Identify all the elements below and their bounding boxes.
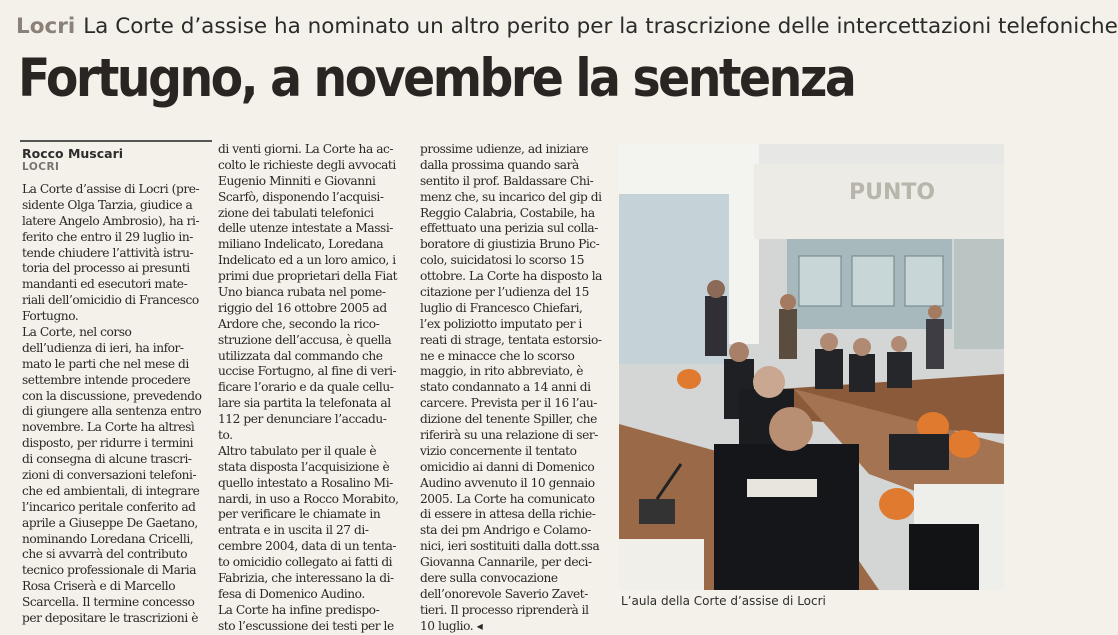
article-line: zione dei tabulati telefonici — [218, 205, 374, 220]
article-line: Uno bianca rubata nel pome- — [218, 285, 386, 300]
partition-panel — [852, 256, 894, 306]
article-line: mandanti ed esecutori mate- — [22, 277, 188, 292]
article-line: Altro tabulato per il quale è — [218, 443, 377, 458]
orange-chair — [879, 488, 915, 520]
article-line: novembre. La Corte ha altresì — [22, 420, 195, 435]
robed-lawyer-foreground — [714, 444, 859, 590]
article-line: sto l’escussione dei testi per le — [218, 618, 394, 633]
article-line: fesa di Domenico Audino. — [218, 586, 365, 601]
article-line: ottobre. La Corte ha disposto la — [420, 269, 602, 284]
article-line: l’ex poliziotto imputato per i — [420, 316, 582, 331]
article-line: nici, ieri sostituiti dalla dott.ssa — [420, 539, 600, 554]
article-line: primi due proprietari della Fiat — [218, 269, 398, 284]
robed-lawyer-head — [753, 366, 785, 398]
article-line: ne e minacce che lo scorso — [420, 348, 575, 363]
article-line: effettuato una perizia sul colla- — [420, 221, 598, 236]
partition-panel — [799, 256, 841, 306]
article-line: cembre 2004, data di un tenta- — [218, 539, 397, 554]
article-line: dere sulla convocazione — [420, 571, 558, 586]
article-line: to. — [218, 428, 233, 443]
article-line: sentito il prof. Baldassare Chi- — [420, 173, 594, 188]
byline — [22, 146, 202, 174]
article-line: colto le richieste degli avvocati — [218, 157, 396, 172]
article-line: miliano Indelicato, Loredana — [218, 237, 384, 252]
seated-figure — [887, 352, 912, 388]
seated-figure — [815, 349, 843, 389]
standing-figure-head — [780, 294, 796, 310]
article-line: tende chiudere l’attività istru- — [22, 245, 194, 260]
article-line: di giungere alla sentenza entro — [22, 404, 202, 419]
article-line: Fabrizia, che interessano la di- — [218, 571, 394, 586]
seated-figure-head — [729, 342, 749, 362]
article-line: settembre intende procedere — [22, 372, 191, 387]
article-line: Rosa Criserà e di Marcello — [22, 579, 176, 594]
article-line: stata disposta l’acquisizione è — [218, 459, 390, 474]
article-line: di essere in attesa della richie- — [420, 507, 596, 522]
article-line: Fortugno. — [22, 309, 79, 324]
article-line: delle utenze intestate a Massi- — [218, 221, 393, 236]
article-line: reati di strage, tentata estorsio- — [420, 332, 602, 347]
article-line: per depositare le trascrizioni è — [22, 611, 198, 626]
robed-lawyer-foreground-head — [769, 407, 813, 451]
seated-figure-head — [891, 336, 907, 352]
article-line: che ed ambientali, di integrare — [22, 483, 200, 498]
byline-rule — [20, 140, 212, 142]
standing-figure — [779, 309, 797, 359]
article-line: latere Angelo Ambrosio), ha ri- — [22, 213, 200, 228]
article-line: La Corte d’assise di Locri (pre- — [22, 182, 200, 196]
article-line: aprile a Giuseppe De Gaetano, — [22, 515, 198, 530]
standing-figure-head — [707, 280, 725, 298]
standing-figure-head — [928, 305, 942, 319]
article-line: con la discussione, prevedendo — [22, 388, 202, 403]
article-line: Audino avvenuto il 10 gennaio — [420, 475, 595, 490]
article-line: 2005. La Corte ha comunicato — [420, 491, 595, 506]
courtroom-photo — [619, 144, 1004, 590]
article-column-1 — [22, 182, 212, 627]
article-line: Scarfò, disponendo l’acquisi- — [218, 189, 384, 204]
headline: Fortugno, a novembre la sentenza — [18, 48, 855, 109]
article-line: utilizzata dal commando che — [218, 348, 383, 363]
article-line: per verificare le chiamate in — [218, 507, 381, 522]
article-line: riali dell’omicidio di Francesco — [22, 293, 199, 308]
article-line: dalla prossima quando sarà — [420, 157, 579, 172]
standing-figure — [705, 296, 727, 356]
article-line: toria del processo ai presunti — [22, 261, 190, 276]
article-line: uccise Fortugno, al fine di veri- — [218, 364, 397, 379]
article-line: tecnico professionale di Maria — [22, 563, 197, 578]
article-column-3 — [420, 142, 616, 635]
orange-chair — [677, 369, 701, 389]
briefcase — [889, 434, 949, 470]
article-line: vizio concernente il tentato — [420, 443, 577, 458]
kicker-text: La Corte d’assise ha nominato un altro perito per la trascrizione delle intercettazioni telefoniche — [83, 14, 1118, 39]
seated-figure-head — [853, 338, 871, 356]
article-line: sidente Olga Tarzia, giudice a — [22, 197, 193, 212]
article-line: luglio di Francesco Chiefari, — [420, 300, 583, 315]
article-line: sta dei pm Andrigo e Colamo- — [420, 523, 591, 538]
article-line: Indelicato ed a un loro amico, i — [218, 253, 396, 268]
article-line: to omicidio collegato ai fatti di — [218, 555, 393, 570]
article-line: struzione dell’accusa, è quella — [218, 332, 392, 347]
article-line: boratore di giustizia Bruno Pic- — [420, 237, 600, 252]
article-line: menz che, su incarico del gip di — [420, 189, 602, 204]
article-line: di venti giorni. La Corte ha ac- — [218, 142, 394, 156]
article-line: dell’udienza di ieri, ha infor- — [22, 340, 184, 355]
kicker-place: Locri — [16, 14, 76, 39]
article-line: tieri. Il processo riprenderà il — [420, 602, 589, 617]
article-line: Giovanna Cannarile, per deci- — [420, 555, 592, 570]
article-line: disposto, per ridurre i termini — [22, 436, 194, 451]
article-line: ferito che entro il 29 luglio in- — [22, 229, 193, 244]
papers — [747, 479, 817, 497]
standing-figure — [926, 319, 944, 369]
article-line: nardi, in uso a Rocco Morabito, — [218, 491, 399, 506]
article-line: l’incarico peritale conferito ad — [22, 499, 196, 514]
article-line: lare sia partita la telefonata al — [218, 396, 391, 411]
kicker — [16, 12, 1118, 42]
article-line: che si avvarrà del contributo — [22, 547, 188, 562]
seated-figure — [849, 354, 875, 392]
article-line: riferirà su una relazione di ser- — [420, 428, 598, 443]
seated-figure-head — [820, 333, 838, 351]
foreground-figure — [909, 524, 979, 590]
right-window — [954, 239, 1004, 349]
article-line: Reggio Calabria, Costabile, ha — [420, 205, 595, 220]
article-column-2 — [218, 142, 414, 635]
article-line: di consegna di alcune trascri- — [22, 452, 192, 467]
article-line: riggio del 16 ottobre 2005 ad — [218, 300, 387, 315]
byline-author: Rocco Muscari — [22, 146, 124, 161]
article-line: zioni di conversazioni telefoni- — [22, 468, 197, 483]
courtroom-scene — [619, 144, 1004, 590]
article-line: quello intestato a Rosalino Mi- — [218, 475, 393, 490]
article-line: Ardore che, secondo la rico- — [218, 316, 380, 331]
article-line: carcere. Prevista per il 16 l’au- — [420, 396, 597, 411]
documents-on-desk — [619, 539, 704, 590]
article-line: omicidio ai danni di Domenico — [420, 459, 595, 474]
article-line: nominando Loredana Cricelli, — [22, 531, 194, 546]
partition-panel — [905, 256, 943, 306]
article-line: 10 luglio. ◂ — [420, 618, 483, 633]
wall-sign: PUNTO — [849, 180, 936, 205]
article-line: Eugenio Minniti e Giovanni — [218, 173, 376, 188]
article-line: mato le parti che nel mese di — [22, 356, 189, 371]
article-line: La Corte ha infine predispo- — [218, 602, 380, 617]
article-line: dizione del tenente Spiller, che — [420, 412, 597, 427]
article-line: stato condannato a 14 anni di — [420, 380, 591, 395]
article-line: 112 per denunciare l’accadu- — [218, 412, 387, 427]
article-line: citazione per l’udienza del 15 — [420, 285, 589, 300]
article-line: entrata e in uscita il 27 di- — [218, 523, 369, 538]
article-line: prossime udienze, ad iniziare — [420, 142, 589, 156]
byline-place: LOCRI — [22, 161, 60, 173]
orange-chair — [948, 430, 980, 458]
desk-microphone-base — [639, 499, 675, 524]
article-line: colo, suicidatosi lo scorso 15 — [420, 253, 585, 268]
article-line: La Corte, nel corso — [22, 325, 132, 340]
photo-caption: L’aula della Corte d’assise di Locri — [621, 594, 826, 608]
article-line: ficare l’orario e da quale cellu- — [218, 380, 394, 395]
article-line: dell’onorevole Saverio Zavet- — [420, 586, 588, 601]
article-line: Scarcella. Il termine concesso — [22, 595, 195, 610]
article-line: maggio, in rito abbreviato, è — [420, 364, 583, 379]
